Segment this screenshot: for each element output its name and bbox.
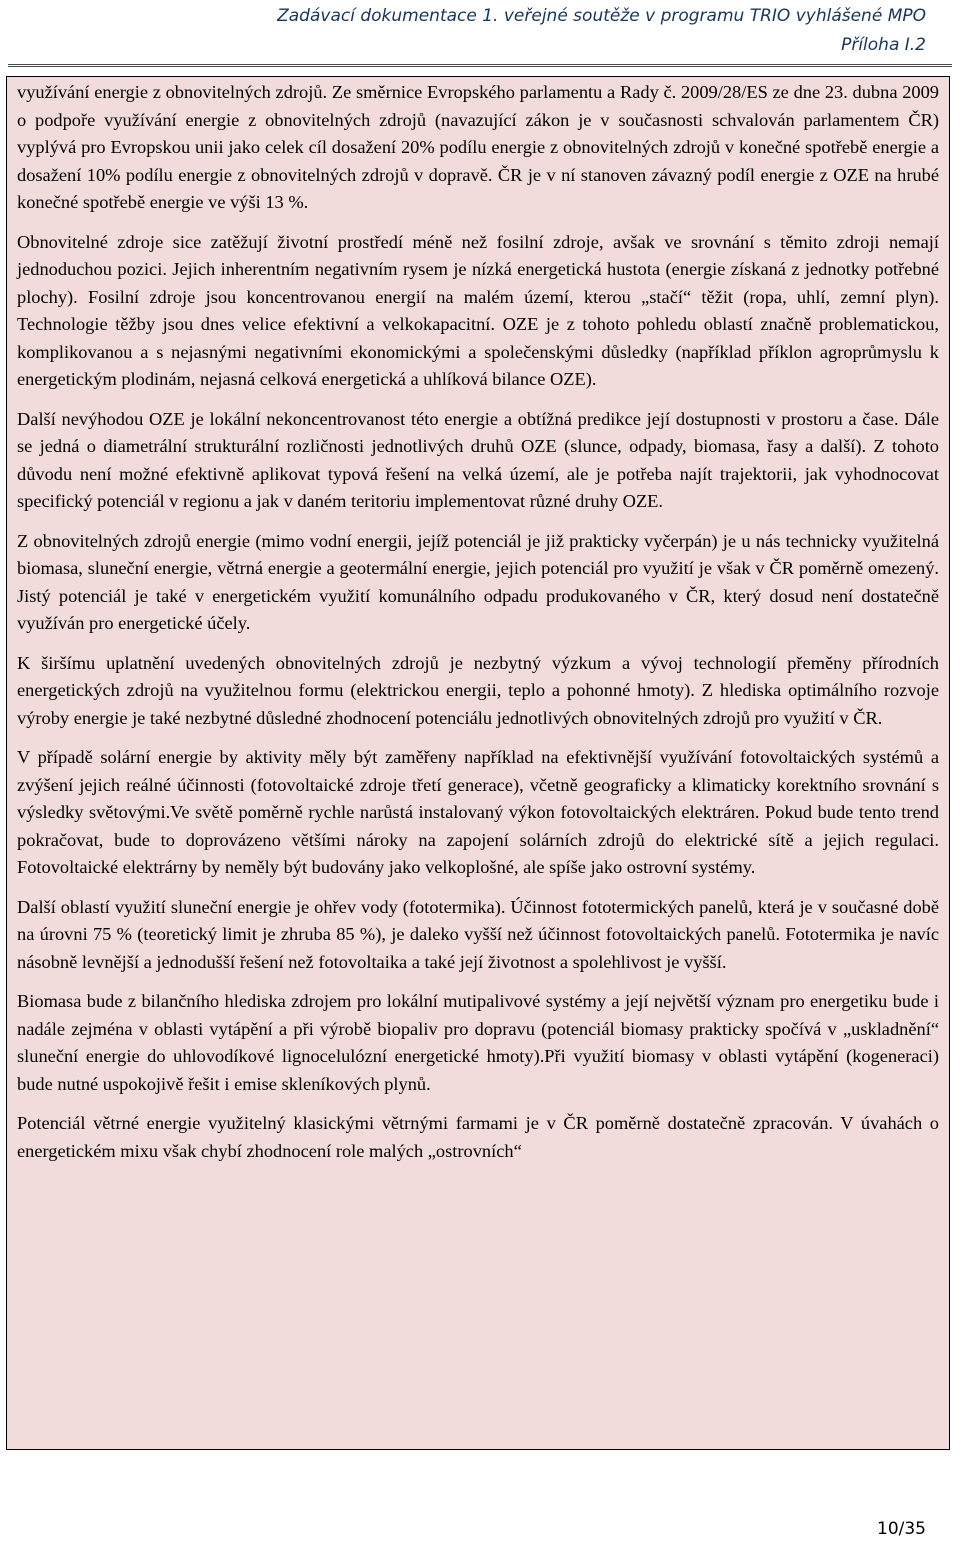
header-divider <box>8 64 952 67</box>
paragraph: V případě solární energie by aktivity měly být zaměřeny například na efektivnější využívání fotovoltaických systémů a zvýšení jejich reálné účinnosti (fotovoltaické zdroje třetí generace), včetně geograficky a klimaticky korektního srovnání s výsledky světovými.Ve světě poměrně rychle narůstá instalovaný výkon fotovoltaických elektráren. Pokud bude tento trend pokračovat, bude to doprovázeno většími nároky na zapojení solárních zdrojů do elektrické sítě a jejich regulaci. Fotovoltaické elektrárny by neměly být budovány jako velkoplošné, ale spíše jako ostrovní systémy. <box>17 747 939 877</box>
paragraph: Obnovitelné zdroje sice zatěžují životní prostředí méně než fosilní zdroje, avšak ve srovnání s těmito zdroji nemají jednoduchou pozici. Jejich inherentním negativním rysem je nízká energetická hustota (energie získaná z jednotky potřebné plochy). Fosilní zdroje jsou koncentrovanou energií na malém území, kterou „stačí“ těžit (ropa, uhlí, zemní plyn). Technologie těžby jsou dnes velice efektivní a velkokapacitní. OZE je z tohoto pohledu oblastí značně problematickou, komplikovanou a s nejasnými negativními ekonomickými a společenskými důsledky (například příklon agroprůmyslu k energetickým plodinám, nejasná celková energetická a uhlíková bilance OZE). <box>17 231 939 389</box>
page-number: 10/35 <box>877 1519 926 1539</box>
paragraph: K širšímu uplatnění uvedených obnovitelných zdrojů je nezbytný výzkum a vývoj technologií přeměny přírodních energetických zdrojů na využitelnou formu (elektrickou energii, teplo a pohonné hmoty). Z hlediska optimálního rozvoje výroby energie je také nezbytné důsledné zhodnocení potenciálu jednotlivých obnovitelných zdrojů pro využití v ČR. <box>17 652 939 728</box>
highlighted-text-box <box>6 76 950 1450</box>
paragraph: Biomasa bude z bilančního hlediska zdrojem pro lokální mutipalivové systémy a její největší význam pro energetiku bude i nadále zejména v oblasti vytápění a při výrobě biopaliv pro dopravu (potenciál biomasy prakticky spočívá v „uskladnění“ sluneční energie do uhlovodíkové lignocelulózní energetické hmoty).Při využití biomasy v oblasti vytápění (kogeneraci) bude nutné uspokojivě řešit i emise skleníkových plynů. <box>17 991 939 1094</box>
paragraph: Další nevýhodou OZE je lokální nekoncentrovanost této energie a obtížná predikce její dostupnosti v prostoru a čase. Dále se jedná o diametrální strukturální rozličnosti jednotlivých druhů OZE (slunce, odpady, biomasa, řasy a další). Z tohoto důvodu není možné efektivně aplikovat typová řešení na velká území, ale je potřeba najít trajektorii, jak vyhodnocovat specifický potenciál v regionu a jak v daném teritoriu implementovat různé druhy OZE. <box>17 408 939 511</box>
paragraph: Další oblastí využití sluneční energie je ohřev vody (fototermika). Účinnost fototermických panelů, která je v současné době na úrovni 75 % (teoretický limit je zhruba 85 %), je daleko vyšší než účinnost fotovoltaických panelů. Fototermika je navíc násobně levnější a jednodušší řešení než fotovoltaika a také její životnost a spolehlivost je vyšší. <box>17 896 939 972</box>
paragraph: Potenciál větrné energie využitelný klasickými větrnými farmami je v ČR poměrně dostatečně zpracován. V úvahách o energetickém mixu však chybí zhodnocení role malých „ostrovních“ <box>17 1113 939 1161</box>
header-attachment-label: Příloha I.2 <box>841 35 926 55</box>
paragraph: využívání energie z obnovitelných zdrojů. Ze směrnice Evropského parlamentu a Rady č. 2009/28/ES ze dne 23. dubna 2009 o podpoře využívání energie z obnovitelných zdrojů (navazující zákon je v současnosti schvalován parlamentem ČR) vyplývá pro Evropskou unii jako celek cíl dosažení 20% podílu energie z obnovitelných zdrojů v konečné spotřebě energie a dosažení 10% podílu energie z obnovitelných zdrojů v dopravě. ČR je v ní stanoven závazný podíl energie z OZE na hrubé konečné spotřebě energie ve výši 13 %. <box>17 82 939 212</box>
header-title: Zadávací dokumentace 1. veřejné soutěže v programu TRIO vyhlášené MPO <box>277 6 926 26</box>
paragraph: Z obnovitelných zdrojů energie (mimo vodní energii, jejíž potenciál je již prakticky vyčerpán) je u nás technicky využitelná biomasa, sluneční energie, větrná energie a geotermální energie, jejich potenciál pro využití je však v ČR poměrně omezený. Jistý potenciál je také v energetickém využití komunálního odpadu produkovaného v ČR, který dosud není dostatečně využíván pro energetické účely. <box>17 530 939 633</box>
document-header <box>226 2 926 60</box>
